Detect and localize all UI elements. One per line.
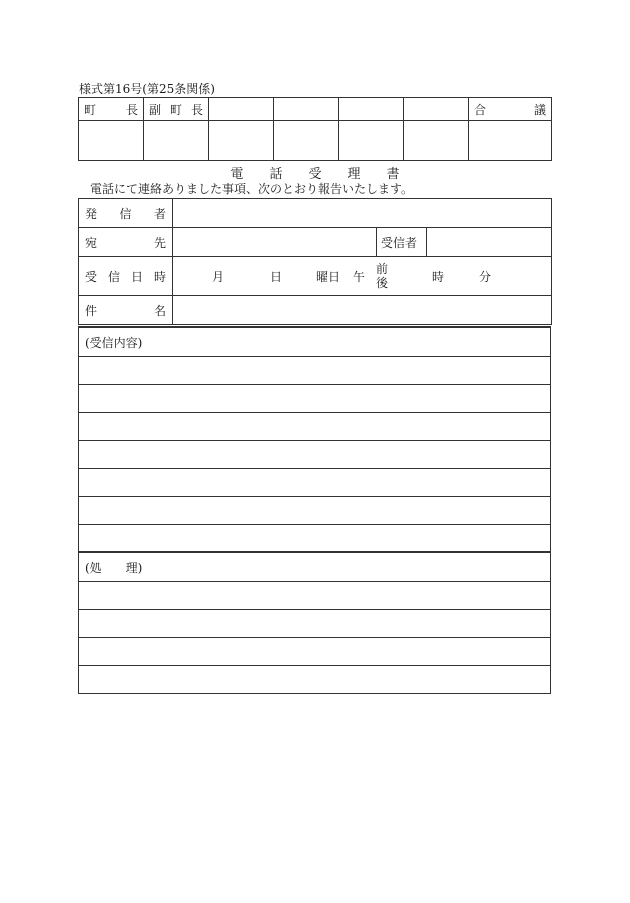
header-blank-2: [274, 98, 339, 121]
header-blank-3: [339, 98, 404, 121]
receiver-field[interactable]: [427, 228, 552, 257]
received-content-heading: (受信内容): [85, 335, 143, 350]
title-char: 電: [230, 167, 244, 182]
datetime-label: [79, 257, 173, 296]
stamp-box-3[interactable]: [339, 121, 404, 161]
header-blank-4: [404, 98, 469, 121]
handling-heading: (処 理): [85, 560, 143, 575]
datetime-char-1: 受: [85, 269, 98, 284]
datetime-char-2: 信: [107, 269, 120, 284]
addressee-char-1: 宛: [85, 235, 98, 250]
handling-line[interactable]: [79, 637, 550, 665]
datetime-char-3: 日: [130, 269, 143, 284]
received-content-line[interactable]: [79, 412, 550, 440]
received-content-line[interactable]: [79, 496, 550, 524]
addressee-label: [79, 228, 173, 257]
header-mayor: [79, 98, 144, 121]
handling-line[interactable]: [79, 581, 550, 609]
title-char: 受: [308, 167, 322, 182]
header-mayor-char-2: 長: [125, 102, 138, 117]
header-consultation: [469, 98, 552, 121]
caller-label: [79, 199, 173, 228]
title-char: 書: [386, 167, 400, 182]
header-consult-char-1: 合: [474, 102, 487, 117]
received-content-line[interactable]: [79, 356, 550, 384]
header-deputy-mayor: [144, 98, 209, 121]
addressee-field[interactable]: [173, 228, 377, 257]
header-deputy-char-1: 副: [149, 102, 162, 117]
stamp-box-deputy-mayor[interactable]: [144, 121, 209, 161]
header-blank-1: [209, 98, 274, 121]
header-mayor-char-1: 町: [84, 102, 97, 117]
addressee-char-2: 先: [153, 235, 166, 250]
stamp-box-4[interactable]: [404, 121, 469, 161]
received-content-line[interactable]: [79, 468, 550, 496]
receiver-label: 受信者: [377, 228, 427, 257]
minute-label: 分: [479, 269, 492, 284]
received-content-line[interactable]: [79, 524, 550, 552]
received-content-line[interactable]: [79, 440, 550, 468]
pm-label: 後: [376, 276, 389, 290]
title-char: 理: [347, 167, 361, 182]
subject-label: [79, 296, 173, 325]
caller-char-1: 発: [85, 206, 98, 221]
received-content-section: [78, 326, 551, 553]
stamp-box-consultation[interactable]: [469, 121, 552, 161]
subject-char-2: 名: [153, 303, 166, 318]
header-consult-char-2: 議: [533, 102, 546, 117]
stamp-box-mayor[interactable]: [79, 121, 144, 161]
header-deputy-char-2: 町: [169, 102, 182, 117]
header-deputy-char-3: 長: [190, 102, 203, 117]
handling-line[interactable]: [79, 609, 550, 637]
approval-stamp-table: [78, 97, 552, 161]
call-record-table: [78, 198, 552, 325]
datetime-field[interactable]: [173, 257, 552, 296]
received-content-line[interactable]: [79, 384, 550, 412]
stamp-box-2[interactable]: [274, 121, 339, 161]
subject-char-1: 件: [85, 303, 98, 318]
month-label: 月: [212, 269, 225, 284]
caller-char-2: 信: [119, 206, 132, 221]
title-char: 話: [269, 167, 283, 182]
subject-field[interactable]: [173, 296, 552, 325]
am-label: 前: [376, 262, 389, 276]
hour-label: 時: [432, 269, 445, 284]
weekday-label: 曜日: [316, 269, 341, 284]
intro-text: 電話にて連絡ありました事項、次のとおり報告いたします。: [90, 182, 414, 196]
caller-char-3: 者: [153, 206, 166, 221]
day-label: 日: [270, 269, 283, 284]
form-number-label: 様式第16号(第25条関係): [79, 82, 215, 96]
caller-field[interactable]: [173, 199, 552, 228]
stamp-box-1[interactable]: [209, 121, 274, 161]
am-pm-label: [376, 262, 388, 290]
noon-label: 午: [353, 269, 366, 284]
handling-section: [78, 551, 551, 694]
handling-line[interactable]: [79, 665, 550, 693]
datetime-char-4: 時: [153, 269, 166, 284]
